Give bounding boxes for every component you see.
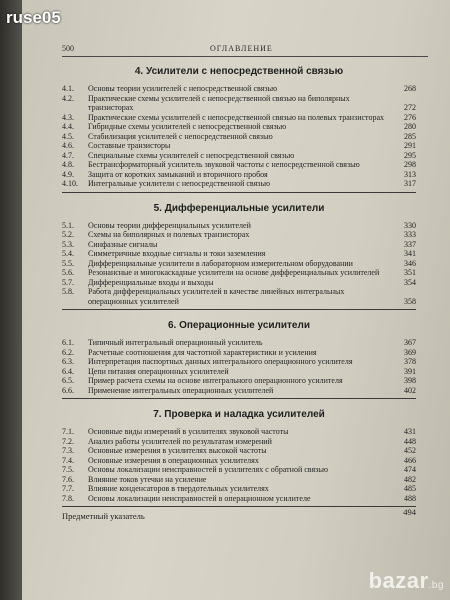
index-separator bbox=[62, 506, 416, 507]
chapter-heading: 4. Усилители с непосредственной связью bbox=[134, 66, 344, 77]
section-title: Защита от коротких замыканий и вторичного пробоя bbox=[88, 169, 268, 179]
section-page: 485 bbox=[404, 484, 416, 493]
section-page: 402 bbox=[404, 385, 416, 395]
section-number: 6.3. bbox=[62, 357, 74, 366]
section-page: 268 bbox=[404, 84, 416, 93]
section-title: Работа дифференциальных усилителей в качестве линейных интегральных операционных усилителей bbox=[88, 287, 345, 306]
section-page: 337 bbox=[404, 239, 416, 249]
toc-entry bbox=[62, 278, 416, 288]
section-number: 7.6. bbox=[62, 474, 74, 484]
running-title: ОГЛАВЛЕНИЕ bbox=[210, 44, 273, 53]
section-page: 276 bbox=[404, 112, 416, 122]
section-number: 5.3. bbox=[62, 239, 74, 249]
section-title: Бестрансформаторный усилитель звуковой частоты с непосредственной связью bbox=[88, 160, 360, 169]
section-page: 482 bbox=[404, 474, 416, 484]
section-number: 6.2. bbox=[62, 347, 74, 357]
section-title: Стабилизация усилителей с непосредственной связью bbox=[88, 131, 273, 141]
section-page: 474 bbox=[404, 465, 416, 474]
toc-entry bbox=[62, 338, 416, 348]
toc-entry bbox=[62, 437, 416, 447]
watermark-suffix: .bg bbox=[428, 580, 444, 591]
section-number: 7.1. bbox=[62, 427, 74, 436]
section-number: 7.3. bbox=[62, 446, 74, 455]
section-title: Дифференциальные усилители в лабораторном измерительном оборудовании bbox=[88, 258, 353, 268]
index-entry bbox=[62, 507, 416, 521]
toc-entry bbox=[62, 249, 416, 259]
section-number: 5.4. bbox=[62, 249, 74, 258]
toc-entry bbox=[62, 113, 416, 123]
section-page: 313 bbox=[404, 169, 416, 179]
section-page: 341 bbox=[404, 249, 416, 258]
section-number: 4.4. bbox=[62, 122, 74, 131]
section-page: 367 bbox=[404, 338, 416, 347]
section-page: 431 bbox=[404, 427, 416, 436]
toc-entry bbox=[62, 446, 416, 456]
section-page: 452 bbox=[404, 446, 416, 455]
toc-entry bbox=[62, 179, 416, 189]
section-page: 280 bbox=[404, 122, 416, 131]
section-title: Интерпретация паспортных данных интегрального операционного усилителя bbox=[88, 357, 353, 366]
toc-entry bbox=[62, 287, 416, 306]
toc-entry bbox=[62, 465, 416, 475]
toc-entry bbox=[62, 141, 416, 151]
section-number: 6.5. bbox=[62, 376, 74, 385]
section-title: Влияние токов утечки на усиление bbox=[88, 474, 207, 484]
toc-entry bbox=[62, 151, 416, 161]
section-number: 4.6. bbox=[62, 141, 74, 150]
page-left-edge bbox=[0, 0, 22, 600]
section-number: 7.7. bbox=[62, 484, 74, 493]
section-number: 5.6. bbox=[62, 268, 74, 277]
section-page: 298 bbox=[404, 160, 416, 169]
section-title: Симметричные входные сигналы и токи заземления bbox=[88, 249, 266, 258]
section-title: Резонансные и многокаскадные усилители на основе дифференциальных усилителей bbox=[88, 268, 380, 277]
toc-entry bbox=[62, 268, 416, 278]
toc-content bbox=[62, 60, 416, 521]
index-page: 494 bbox=[403, 507, 416, 517]
toc-entry bbox=[62, 494, 416, 504]
toc-entry bbox=[62, 367, 416, 377]
toc-entry bbox=[62, 160, 416, 170]
section-page: 333 bbox=[404, 230, 416, 239]
section-title: Гибридные схемы усилителей с непосредственной связью bbox=[88, 122, 287, 131]
section-number: 4.3. bbox=[62, 112, 74, 122]
section-page: 448 bbox=[404, 436, 416, 446]
chapter-heading: 6. Операционные усилители bbox=[167, 320, 310, 331]
section-title: Цепи питания операционных усилителей bbox=[88, 366, 229, 376]
page-number: 500 bbox=[62, 44, 74, 53]
toc-entry bbox=[62, 84, 416, 94]
section-title: Влияние конденсаторов в твердотельных усилителях bbox=[88, 484, 269, 493]
section-title: Типичный интегральный операционный усилитель bbox=[88, 338, 263, 347]
section-page: 285 bbox=[404, 131, 416, 141]
header-rule bbox=[62, 56, 428, 57]
toc-entry bbox=[62, 386, 416, 396]
bazar-watermark bbox=[369, 568, 444, 594]
section-title: Основы теории дифференциальных усилителей bbox=[88, 220, 251, 230]
section-title: Составные транзисторы bbox=[88, 141, 171, 150]
section-title: Основные виды измерений в усилителях звуковой частоты bbox=[88, 427, 289, 436]
section-number: 5.7. bbox=[62, 277, 74, 287]
section-page: 391 bbox=[404, 366, 416, 376]
toc-entry bbox=[62, 376, 416, 386]
section-page: 317 bbox=[404, 179, 416, 188]
toc-entry bbox=[62, 94, 416, 113]
chapter-heading: 7. Проверка и наладка усилителей bbox=[153, 409, 325, 420]
section-page: 369 bbox=[404, 347, 416, 357]
section-title: Синфазные сигналы bbox=[88, 239, 158, 249]
section-title: Пример расчета схемы на основе интегрального операционного усилителя bbox=[88, 376, 343, 385]
toc-entry bbox=[62, 132, 416, 142]
toc-entry bbox=[62, 357, 416, 367]
section-page: 488 bbox=[404, 493, 416, 503]
section-page: 272 bbox=[404, 103, 416, 112]
section-number: 7.2. bbox=[62, 436, 74, 446]
section-title: Практические схемы усилителей с непосредственной связью на полевых транзисторах bbox=[88, 112, 384, 122]
toc-entry bbox=[62, 348, 416, 358]
chapter-separator bbox=[62, 309, 416, 310]
section-number: 4.10. bbox=[62, 179, 78, 188]
section-title: Основы локализации неисправностей в операционном усилителе bbox=[88, 493, 311, 503]
section-title: Основные измерения в усилителях высокой частоты bbox=[88, 446, 267, 455]
index-label: Предметный указатель bbox=[62, 511, 145, 521]
section-number: 4.1. bbox=[62, 84, 74, 93]
chapter-list bbox=[62, 66, 416, 503]
section-page: 358 bbox=[404, 296, 416, 306]
section-page: 378 bbox=[404, 357, 416, 366]
section-number: 7.8. bbox=[62, 493, 74, 503]
section-number: 6.1. bbox=[62, 338, 74, 347]
section-title: Расчетные соотношения для частотной характеристики и усиления bbox=[88, 347, 317, 357]
section-title: Анализ работы усилителей по результатам измерений bbox=[88, 436, 272, 446]
toc-entry bbox=[62, 475, 416, 485]
section-number: 6.6. bbox=[62, 385, 74, 395]
chapter-heading: 5. Дифференциальные усилители bbox=[153, 202, 325, 214]
section-title: Практические схемы усилителей с непосредственной связью на биполярных транзисторах bbox=[88, 93, 350, 112]
toc-entry bbox=[62, 427, 416, 437]
section-page: 354 bbox=[404, 277, 416, 287]
section-page: 398 bbox=[404, 376, 416, 385]
section-number: 7.4. bbox=[62, 455, 74, 465]
section-number: 5.8. bbox=[62, 287, 74, 296]
toc-entry bbox=[62, 221, 416, 231]
section-number: 4.9. bbox=[62, 169, 74, 179]
section-title: Применение интегральных операционных усилителей bbox=[88, 385, 274, 395]
section-page: 330 bbox=[404, 220, 416, 230]
section-number: 4.7. bbox=[62, 150, 74, 160]
section-title: Специальные схемы усилителей с непосредственной связью bbox=[88, 150, 295, 160]
section-number: 4.5. bbox=[62, 131, 74, 141]
section-number: 5.2. bbox=[62, 230, 74, 239]
section-number: 5.5. bbox=[62, 258, 74, 268]
section-page: 295 bbox=[404, 150, 416, 160]
section-number: 6.4. bbox=[62, 366, 74, 376]
section-title: Основные измерения в операционных усилителях bbox=[88, 455, 259, 465]
section-number: 4.2. bbox=[62, 93, 74, 103]
section-page: 466 bbox=[404, 455, 416, 465]
section-page: 291 bbox=[404, 141, 416, 150]
section-title: Схемы на биполярных и полевых транзисторах bbox=[88, 230, 250, 239]
page-header bbox=[62, 44, 428, 56]
section-title: Дифференциальные входы и выходы bbox=[88, 277, 214, 287]
section-number: 5.1. bbox=[62, 220, 74, 230]
section-title: Интегральные усилители с непосредственной связью bbox=[88, 179, 271, 188]
section-page: 346 bbox=[404, 258, 416, 268]
toc-entry bbox=[62, 230, 416, 240]
chapter-separator bbox=[62, 192, 416, 193]
toc-entry bbox=[62, 122, 416, 132]
watermark-brand: bazar bbox=[368, 568, 429, 593]
section-number: 7.5. bbox=[62, 465, 74, 474]
chapter-separator bbox=[62, 398, 416, 399]
toc-entry bbox=[62, 170, 416, 180]
section-number: 4.8. bbox=[62, 160, 74, 169]
seller-watermark: ruse05 bbox=[6, 8, 61, 27]
toc-entry bbox=[62, 456, 416, 466]
section-page: 351 bbox=[404, 268, 416, 277]
toc-entry bbox=[62, 240, 416, 250]
book-page bbox=[22, 0, 450, 600]
section-title: Основы теории усилителей с непосредственной связью bbox=[88, 84, 278, 93]
toc-entry bbox=[62, 484, 416, 494]
section-title: Основы локализации неисправностей в усилителях с обратной связью bbox=[88, 465, 328, 474]
toc-entry bbox=[62, 259, 416, 269]
